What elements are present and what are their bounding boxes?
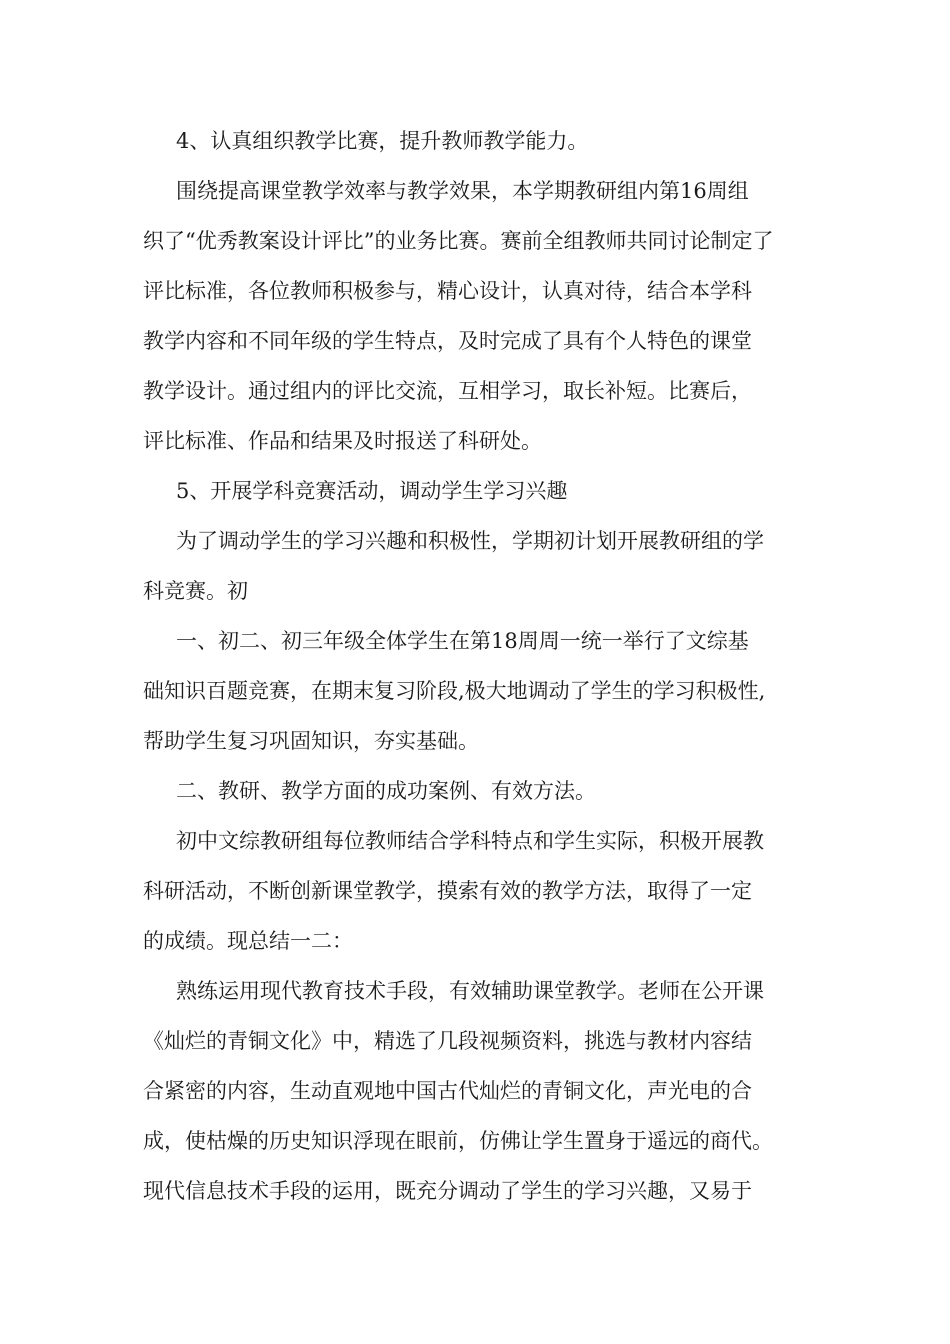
text-line: 础知识百题竞赛，在期末复习阶段,极大地调动了学生的学习积极性, xyxy=(143,679,766,703)
text-line: 一、初二、初三年级全体学生在第18周周一统一举行了文综基 xyxy=(176,629,749,653)
text-line: 科竞赛。初 xyxy=(143,579,248,603)
text-line: 为了调动学生的学习兴趣和积极性，学期初计划开展教研组的学 xyxy=(176,529,764,553)
text-line: 现代信息技术手段的运用，既充分调动了学生的学习兴趣，又易于 xyxy=(143,1179,752,1203)
text-line: 5、开展学科竞赛活动，调动学生学习兴趣 xyxy=(176,479,568,503)
text-line: 4、认真组织教学比赛，提升教师教学能力。 xyxy=(176,129,589,153)
text-line: 教学内容和不同年级的学生特点，及时完成了具有个人特色的课堂 xyxy=(143,329,752,353)
text-line: 二、教研、教学方面的成功案例、有效方法。 xyxy=(176,779,596,803)
text-line: 围绕提高课堂教学效率与教学效果，本学期教研组内第16周组 xyxy=(176,179,749,203)
text-line: 科研活动，不断创新课堂教学，摸索有效的教学方法，取得了一定 xyxy=(143,879,752,903)
text-line: 教学设计。通过组内的评比交流，互相学习，取长补短。比赛后， xyxy=(143,379,752,403)
text-line: 帮助学生复习巩固知识，夯实基础。 xyxy=(143,729,479,753)
text-line: 《灿烂的青铜文化》中，精选了几段视频资料，挑选与教材内容结 xyxy=(143,1029,752,1053)
document-body xyxy=(143,116,833,1216)
text-line: 合紧密的内容，生动直观地中国古代灿烂的青铜文化，声光电的合 xyxy=(143,1079,752,1103)
text-line: 评比标准、作品和结果及时报送了科研处。 xyxy=(143,429,542,453)
text-line: 评比标准，各位教师积极参与，精心设计，认真对待，结合本学科 xyxy=(143,279,752,303)
text-line: 初中文综教研组每位教师结合学科特点和学生实际，积极开展教 xyxy=(176,829,764,853)
text-line: 成，使枯燥的历史知识浮现在眼前，仿佛让学生置身于遥远的商代。 xyxy=(143,1129,773,1153)
text-line: 的成绩。现总结一二： xyxy=(143,929,353,953)
text-line: 熟练运用现代教育技术手段，有效辅助课堂教学。老师在公开课 xyxy=(176,979,764,1003)
text-line: 织了“优秀教案设计评比”的业务比赛。赛前全组教师共同讨论制定了 xyxy=(143,229,774,253)
